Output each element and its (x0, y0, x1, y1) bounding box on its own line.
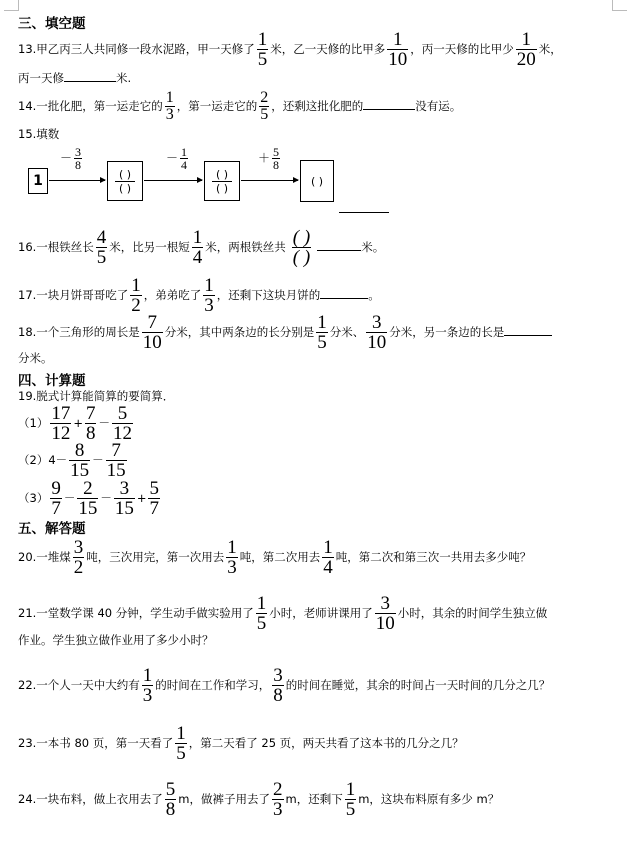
question-23: 23.一本书 80 页，第一天看了 $\frac{1}{5}$ ，第二天看了 25 页，两天共看了这本书的几分之几？ (18, 723, 464, 764)
fraction: $\frac{9}{7}$ (51, 478, 61, 519)
fraction: $\frac{3}{15}$ (114, 478, 134, 519)
fraction: $\frac{4}{5}$ (96, 227, 107, 268)
fraction: $\frac{1}{5}$ (256, 593, 267, 634)
fraction: $\frac{1}{2}$ (131, 275, 141, 316)
fraction: $\frac{5}{12}$ (112, 403, 132, 444)
question-17: 17.一块月饼哥哥吃了 $\frac{1}{2}$ ，弟弟吃了 $\frac{1}{3}$ ，还剩下这块月饼的 。 (18, 275, 380, 316)
question-14: 14.一批化肥，第一运走它的 $\frac{1}{3}$ ，第一运走它的 $\frac{2}{5}$ ，还剩这批化肥的 没有运。 (18, 89, 462, 123)
fraction: $\frac{1}{4}$ (192, 227, 203, 268)
fraction: $\frac{7}{15}$ (106, 440, 126, 481)
fraction: $\frac{3}{10}$ (375, 593, 395, 634)
question-18: 18.一个三角形的周长是 $\frac{7}{10}$ 分米，其中两条边的长分别是 $\frac{1}{5}$ 分米、 $\frac{3}{10}$ 分米，另一条边的长是 (18, 313, 552, 352)
fraction: $\frac{1}{20}$ (516, 29, 536, 70)
question-19-part-3: （3） $\frac{9}{7}$ － $\frac{2}{15}$ － $\frac{3}{15}$ + $\frac{5}{7}$ (18, 478, 159, 519)
page-corner-mark-right (612, 0, 627, 11)
question-13-line2: 丙一天修 米. (18, 71, 132, 85)
fraction: $\frac{17}{12}$ (51, 403, 71, 444)
arrow-1 (49, 180, 105, 181)
question-24: 24.一块布料，做上衣用去了 $\frac{5}{8}$ m，做裤子用去了 $\frac{2}{3}$ m，还剩下 $\frac{1}{5}$ m，这块布料原有多少 m？ (18, 779, 500, 820)
final-answer-box[interactable]: ( ) (300, 160, 334, 202)
question-18-line2: 分米。 (18, 351, 53, 365)
fraction: $\frac{2}{5}$ (260, 89, 269, 123)
question-19-part-1: （1） $\frac{17}{12}$ + $\frac{7}{8}$ － $\frac{5}{12}$ (18, 403, 132, 444)
fraction: $\frac{8}{15}$ (70, 440, 90, 481)
fraction: $\frac{1}{5}$ (257, 29, 268, 70)
answer-blank[interactable] (504, 335, 552, 336)
operation-1-label: － $\frac{3}{8}$ (60, 145, 82, 172)
answer-fraction-placeholder[interactable]: ( ) ( ) (292, 227, 311, 268)
fraction: $\frac{1}{5}$ (345, 779, 356, 820)
question-16: 16.一根铁丝长 $\frac{4}{5}$ 米，比另一根短 $\frac{1}{4}$ 米，两根铁丝共 ( ) ( ) 米。 (18, 227, 385, 268)
fraction: $\frac{1}{3}$ (204, 275, 214, 316)
fraction: $\frac{7}{8}$ (85, 403, 96, 444)
fraction: $\frac{7}{10}$ (142, 312, 162, 353)
fraction: $\frac{1}{3}$ (227, 537, 237, 578)
arrow-3 (241, 180, 298, 181)
operation-3-label: ＋ $\frac{5}{8}$ (258, 145, 280, 172)
start-number-box: 1 (28, 168, 48, 194)
question-20: 20.一堆煤 $\frac{3}{2}$ 吨，三次用完，第一次用去 $\frac{1}{3}$ 吨，第二次用去 $\frac{1}{4}$ 吨，第二次和第三次一共用去多少吨？ (18, 537, 532, 578)
answer-blank[interactable] (320, 298, 368, 299)
fraction: $\frac{3}{10}$ (367, 312, 387, 353)
fraction: $\frac{1}{10}$ (388, 29, 408, 70)
section-heading-calculation: 四、计算题 (18, 373, 86, 389)
fraction: $\frac{1}{4}$ (323, 537, 333, 578)
fraction: $\frac{5}{8}$ (165, 779, 176, 820)
operation-2-label: － $\frac{1}{4}$ (166, 145, 188, 172)
fraction: $\frac{5}{7}$ (149, 478, 159, 519)
fraction: $\frac{3}{2}$ (73, 537, 84, 578)
question-21-line2: 作业。学生独立做作业用了多少小时？ (18, 633, 214, 647)
answer-fraction-box-2[interactable]: ( ) ( ) (204, 161, 240, 201)
fraction: $\frac{2}{3}$ (273, 779, 283, 820)
arrow-2 (144, 180, 202, 181)
fraction: $\frac{1}{3}$ (142, 665, 153, 706)
question-19-title: 19.脱式计算能简算的要简算． (18, 389, 175, 403)
answer-blank[interactable] (64, 81, 116, 82)
question-19-part-2: （2）4－ $\frac{8}{15}$ － $\frac{7}{15}$ (18, 440, 126, 481)
fraction: $\frac{1}{5}$ (317, 312, 327, 353)
question-15-title: 15.填数 (18, 127, 60, 141)
fraction: $\frac{3}{8}$ (273, 665, 283, 706)
answer-fraction-box-1[interactable]: ( ) ( ) (107, 161, 143, 201)
separator-line (339, 212, 389, 213)
section-heading-word-problems: 五、解答题 (18, 521, 86, 537)
page-corner-mark-left (4, 0, 19, 11)
question-13: 13.甲乙丙三人共同修一段水泥路，甲一天修了 $\frac{1}{5}$ 米，乙一天修的比甲多 $\frac{1}{10}$ ，丙一天修的比甲少 $\frac{1}{20}$ 米， (18, 29, 562, 70)
answer-blank[interactable] (317, 250, 361, 251)
fraction: $\frac{1}{3}$ (165, 89, 174, 123)
fraction: $\frac{1}{5}$ (176, 723, 186, 764)
section-heading-fill-in: 三、填空题 (18, 16, 86, 32)
question-21: 21.一堂数学课 40 分钟，学生动手做实验用了 $\frac{1}{5}$ 小时，老师讲课用了 $\frac{3}{10}$ 小时，其余的时间学生独立做 (18, 593, 548, 634)
answer-blank[interactable] (363, 109, 415, 110)
fraction: $\frac{2}{15}$ (78, 478, 98, 519)
question-22: 22.一个人一天中大约有 $\frac{1}{3}$ 的时间在工作和学习， $\frac{3}{8}$ 的时间在睡觉，其余的时间占一天时间的几分之几？ (18, 665, 551, 706)
